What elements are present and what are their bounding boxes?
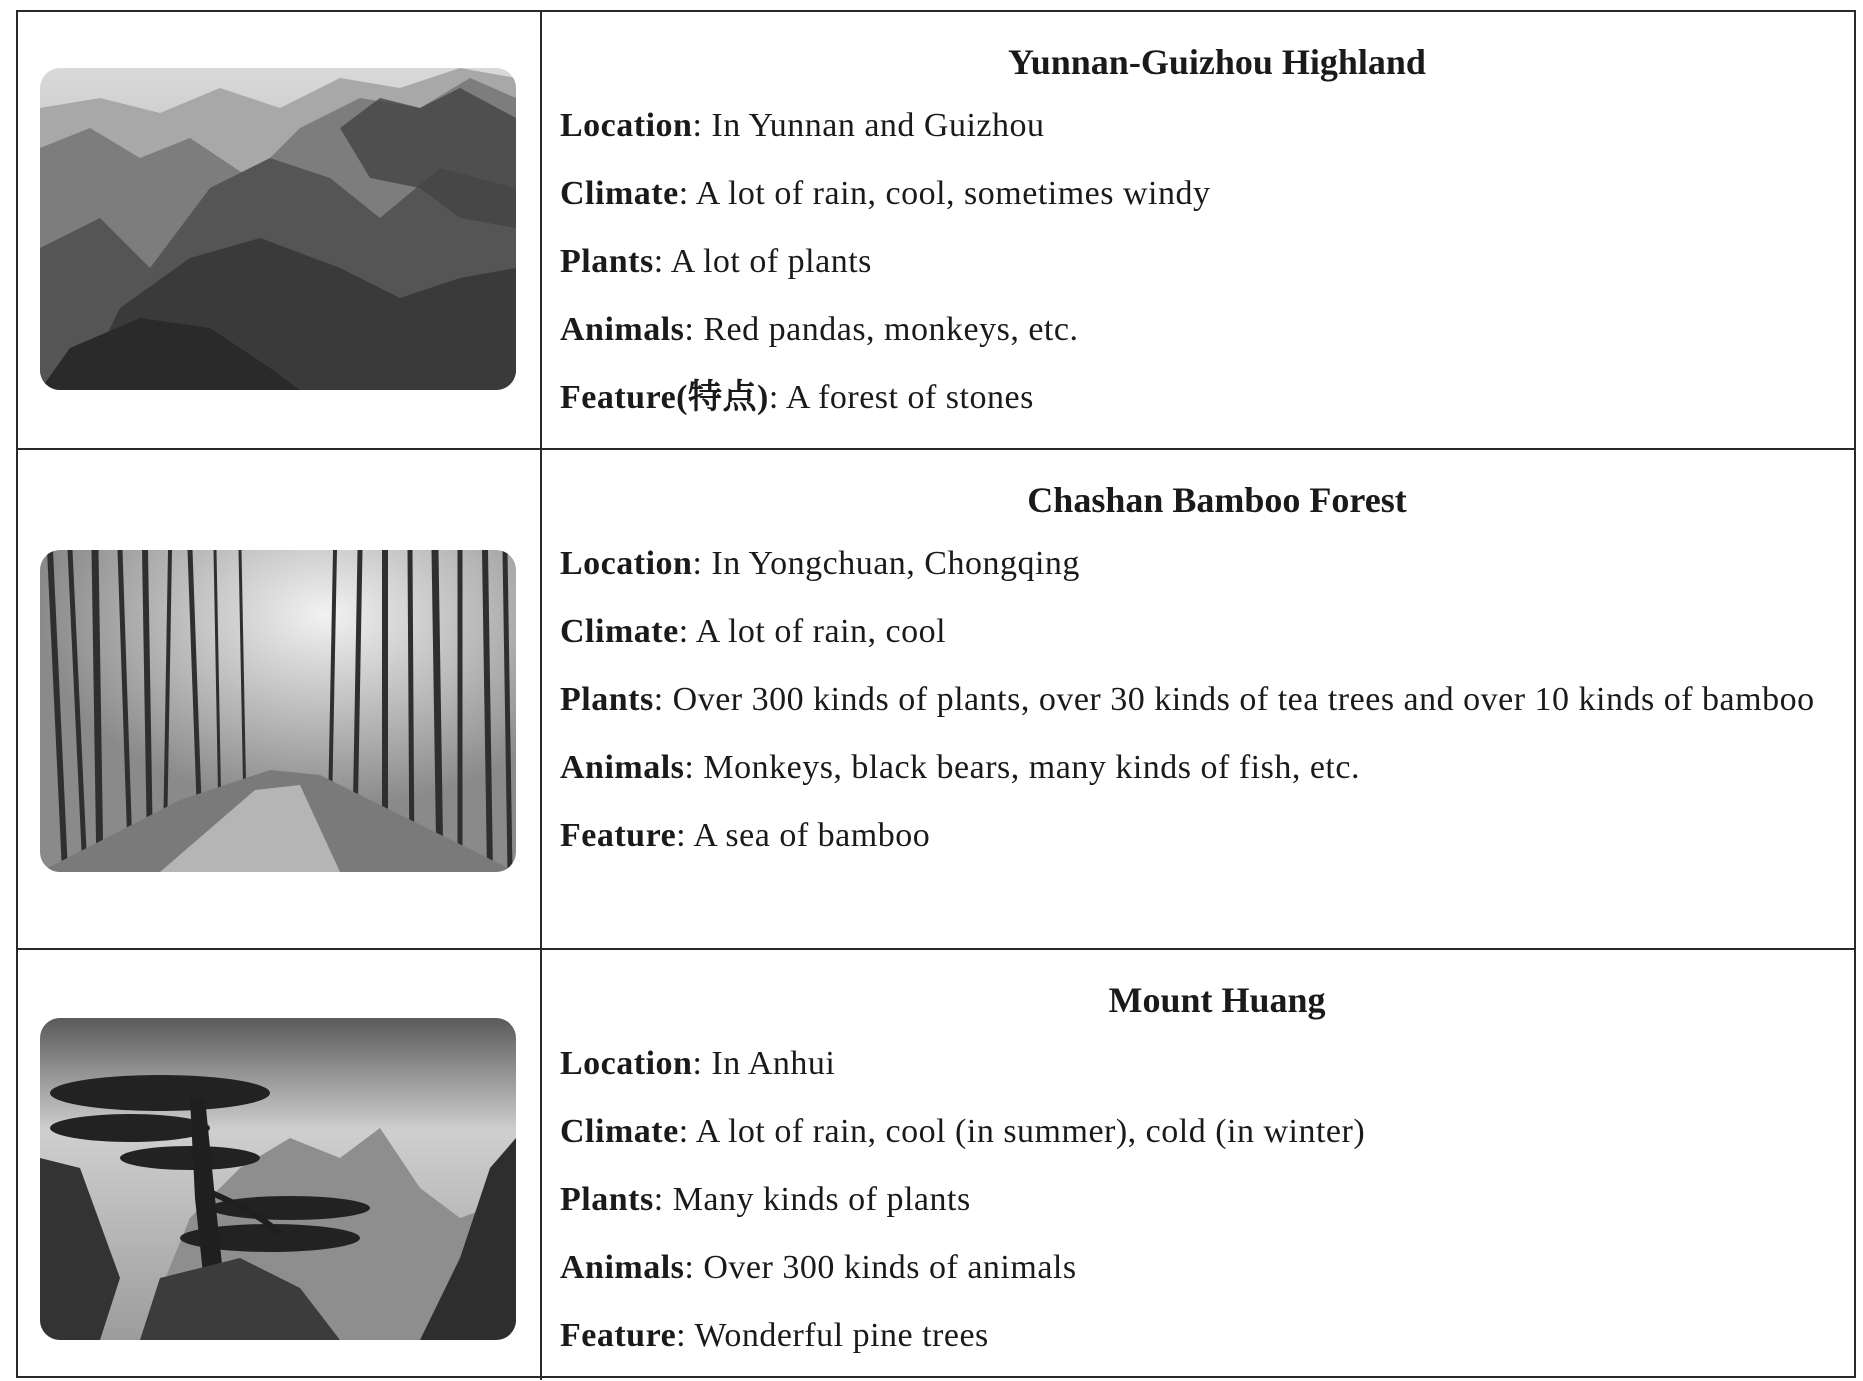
climate-line: Climate: A lot of rain, cool, sometimes windy	[560, 175, 1211, 212]
animals-label: Animals	[560, 749, 685, 786]
animals-label: Animals	[560, 311, 685, 348]
location-label: Location	[560, 545, 693, 582]
places-table	[16, 10, 1856, 1378]
plants-value: A lot of plants	[670, 243, 872, 280]
column-divider	[540, 950, 542, 1380]
plants-line: Plants: A lot of plants	[560, 243, 872, 280]
animals-line: Animals: Monkeys, black bears, many kinds of fish, etc.	[560, 749, 1360, 786]
animals-label: Animals	[560, 1249, 685, 1286]
animals-line: Animals: Red pandas, monkeys, etc.	[560, 311, 1079, 348]
place-info	[560, 950, 1844, 1370]
feature-line: Feature: Wonderful pine trees	[560, 1317, 989, 1354]
plants-label: Plants	[560, 681, 654, 718]
climate-line: Climate: A lot of rain, cool (in summer), cold (in winter)	[560, 1113, 1366, 1150]
location-label: Location	[560, 1045, 693, 1082]
feature-value: A forest of stones	[785, 379, 1034, 416]
place-info	[560, 12, 1844, 432]
feature-line: Feature(特点): A forest of stones	[560, 379, 1034, 416]
location-line: Location: In Anhui	[560, 1045, 836, 1082]
table-row	[18, 12, 1854, 450]
pine-tree-mountain-photo	[40, 1018, 516, 1340]
feature-label: Feature	[560, 1317, 677, 1354]
feature-label: Feature(特点)	[560, 379, 769, 416]
plants-line: Plants: Many kinds of plants	[560, 1181, 971, 1218]
climate-label: Climate	[560, 175, 679, 212]
place-title: Yunnan-Guizhou Highland	[1008, 42, 1426, 82]
plants-value: Over 300 kinds of plants, over 30 kinds of tea trees and over 10 kinds of bamboo	[672, 681, 1815, 718]
column-divider	[540, 450, 542, 948]
location-line: Location: In Yongchuan, Chongqing	[560, 545, 1080, 582]
location-label: Location	[560, 107, 693, 144]
plants-line: Plants: Over 300 kinds of plants, over 30 kinds of tea trees and over 10 kinds of bamboo	[560, 681, 1815, 718]
location-value: In Anhui	[711, 1045, 836, 1082]
plants-value: Many kinds of plants	[672, 1181, 971, 1218]
feature-value: A sea of bamboo	[693, 817, 931, 854]
animals-line: Animals: Over 300 kinds of animals	[560, 1249, 1077, 1286]
mountain-valley-photo	[40, 68, 516, 390]
place-info	[560, 450, 1844, 870]
bamboo-forest-photo	[40, 550, 516, 872]
animals-value: Over 300 kinds of animals	[703, 1249, 1077, 1286]
climate-line: Climate: A lot of rain, cool	[560, 613, 947, 650]
feature-label: Feature	[560, 817, 677, 854]
feature-line: Feature: A sea of bamboo	[560, 817, 931, 854]
animals-value: Red pandas, monkeys, etc.	[703, 311, 1079, 348]
column-divider	[540, 12, 542, 448]
feature-value: Wonderful pine trees	[694, 1317, 989, 1354]
place-title: Mount Huang	[1108, 980, 1326, 1020]
climate-value: A lot of rain, cool (in summer), cold (in winter)	[695, 1113, 1366, 1150]
climate-value: A lot of rain, cool, sometimes windy	[695, 175, 1211, 212]
climate-value: A lot of rain, cool	[695, 613, 947, 650]
table-row	[18, 950, 1854, 1380]
climate-label: Climate	[560, 1113, 679, 1150]
location-value: In Yunnan and Guizhou	[711, 107, 1045, 144]
location-line: Location: In Yunnan and Guizhou	[560, 107, 1045, 144]
climate-label: Climate	[560, 613, 679, 650]
plants-label: Plants	[560, 1181, 654, 1218]
plants-label: Plants	[560, 243, 654, 280]
table-row	[18, 450, 1854, 950]
place-title: Chashan Bamboo Forest	[1027, 480, 1407, 520]
animals-value: Monkeys, black bears, many kinds of fish, etc.	[703, 749, 1360, 786]
location-value: In Yongchuan, Chongqing	[711, 545, 1080, 582]
